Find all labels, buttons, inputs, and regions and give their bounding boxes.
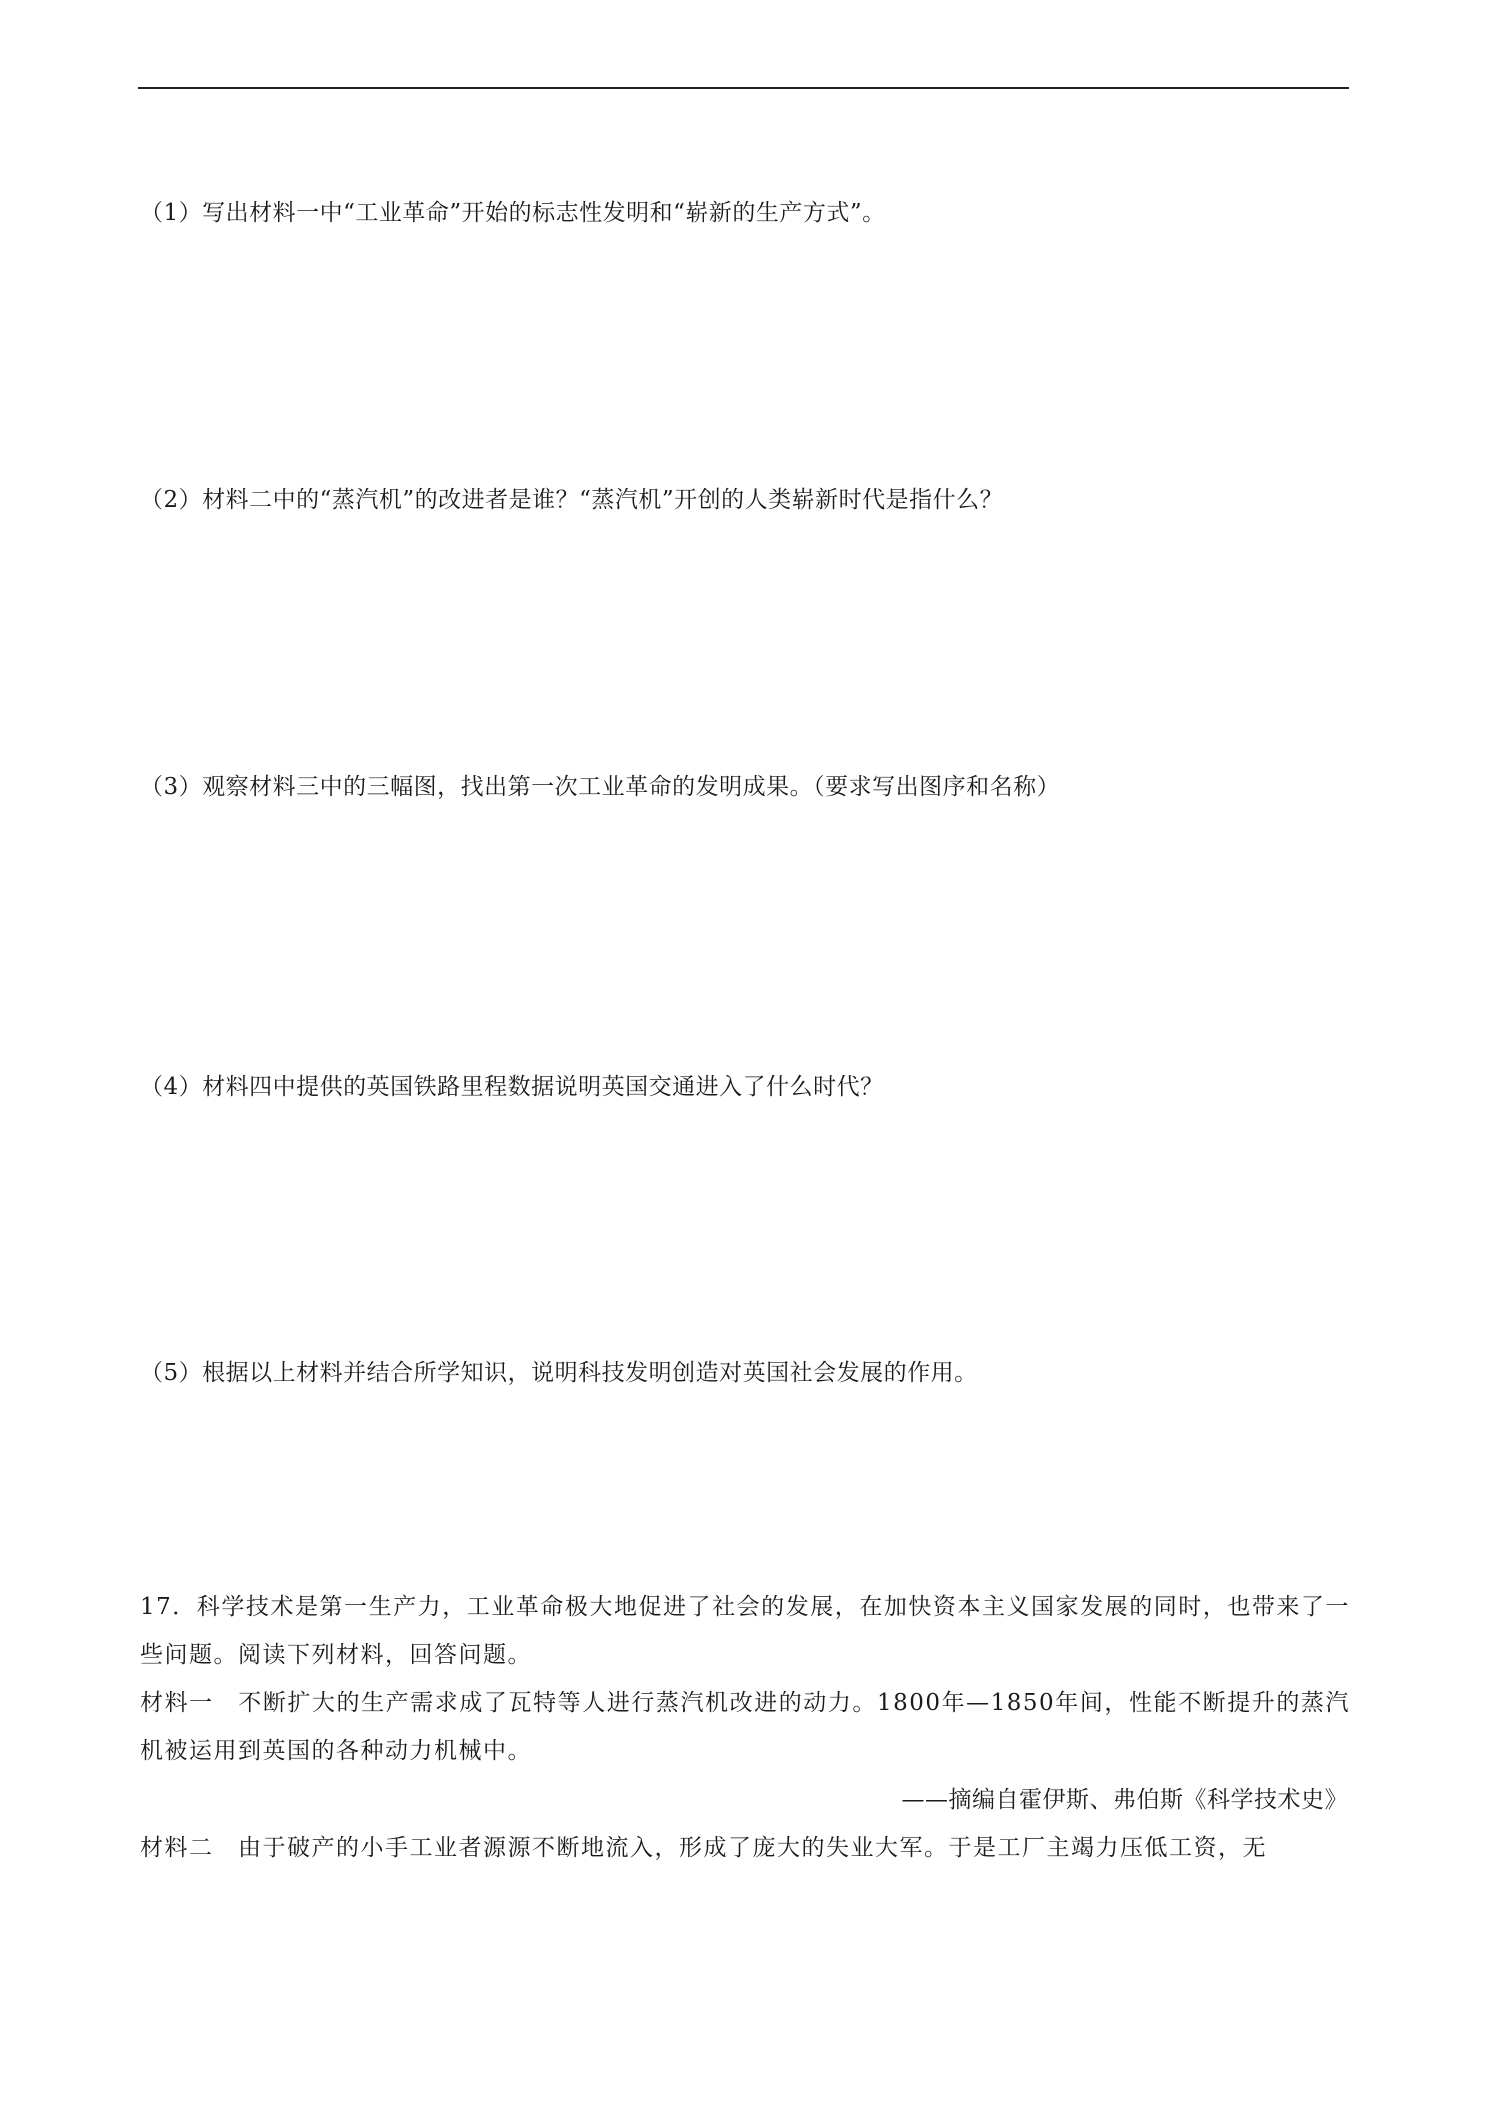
material-1-source: ——摘编自霍伊斯、弗伯斯《科学技术史》 [901,1787,1348,1813]
header-rule [138,87,1349,89]
material-2: 材料二 由于破产的小手工业者源源不断地流入，形成了庞大的失业大军。于是工厂主竭力压低工资，无 [140,1835,1267,1861]
question-1: （1）写出材料一中“工业革命”开始的标志性发明和“崭新的生产方式”。 [140,200,886,226]
question-17-intro: 17．科学技术是第一生产力，工业革命极大地促进了社会的发展，在加快资本主义国家发展的同时，也带来了一些问题。阅读下列材料，回答问题。 [140,1594,1350,1668]
question-5: （5）根据以上材料并结合所学知识，说明科技发明创造对英国社会发展的作用。 [140,1360,978,1386]
question-2: （2）材料二中的“蒸汽机”的改进者是谁？“蒸汽机”开创的人类崭新时代是指什么？ [140,487,1004,513]
question-3: （3）观察材料三中的三幅图，找出第一次工业革命的发明成果。（要求写出图序和名称） [140,774,1061,800]
material-1: 材料一 不断扩大的生产需求成了瓦特等人进行蒸汽机改进的动力。1800年—1850年间，性能不断提升的蒸汽机被运用到英国的各种动力机械中。 [140,1690,1350,1764]
question-4: （4）材料四中提供的英国铁路里程数据说明英国交通进入了什么时代？ [140,1074,884,1100]
